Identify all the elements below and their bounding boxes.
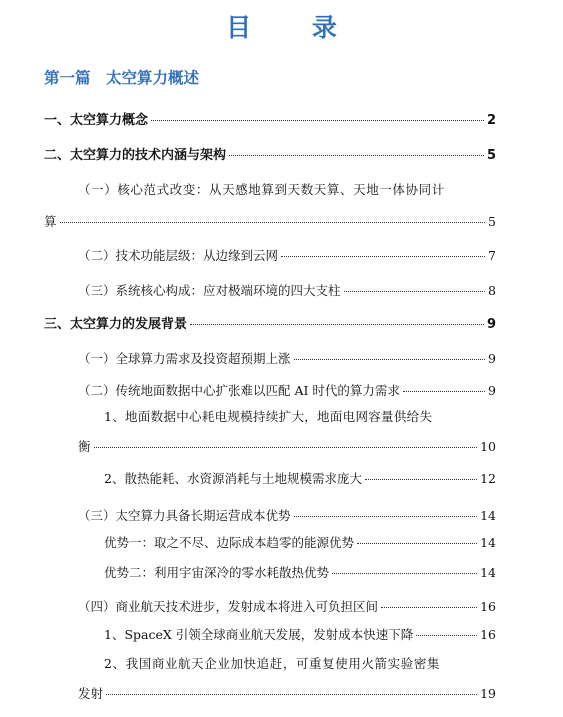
toc-entry[interactable] <box>44 146 496 166</box>
part-heading: 第一篇 太空算力概述 <box>44 69 200 87</box>
toc-entry[interactable] <box>78 597 496 617</box>
toc-entry-text: 二、太空算力的技术内涵与架构 <box>44 148 227 163</box>
toc-page-number: 9 <box>488 383 496 398</box>
toc-page-number: 12 <box>480 471 496 486</box>
dot-leader <box>106 694 477 695</box>
toc-entry-text: （二）技术功能层级：从边缘到云网 <box>78 248 279 263</box>
dot-leader <box>229 155 484 156</box>
toc-entry[interactable] <box>104 563 496 583</box>
toc-entry-text: （四）商业航天技术进步，发射成本将进入可负担区间 <box>78 599 379 614</box>
toc-entry-wrapped-line: 1、地面数据中心耗电规模持续扩大，地面电网容量供给失 <box>104 409 433 424</box>
toc-page-number: 5 <box>486 148 496 163</box>
toc-entry[interactable] <box>104 533 496 553</box>
toc-entry-text: 优势二：利用宇宙深冷的零水耗散热优势 <box>104 565 330 580</box>
dot-leader <box>151 120 484 121</box>
toc-page-number: 9 <box>486 317 496 332</box>
dot-leader <box>332 573 477 574</box>
toc-entry-wrapped-line: 2、我国商业航天企业加快追赶，可重复使用火箭实验密集 <box>104 656 441 671</box>
toc-entry-wrapped-line: （一）核心范式改变：从天感地算到天数天算、天地一体协同计 <box>78 182 445 197</box>
toc-entry-text: 算 <box>44 214 57 229</box>
dot-leader <box>357 543 477 544</box>
toc-page-number: 5 <box>488 214 496 229</box>
toc-page-number: 7 <box>488 248 496 263</box>
toc-entry-text: 发射 <box>78 686 104 701</box>
toc-entry-text: 1、SpaceX 引领全球商业航天发展，发射成本快速下降 <box>104 627 414 642</box>
toc-page-number: 14 <box>480 508 496 523</box>
toc-entry[interactable] <box>78 246 496 266</box>
toc-entry-text: 衡 <box>78 439 91 454</box>
toc-entry[interactable] <box>104 469 496 489</box>
toc-entry[interactable] <box>78 349 496 369</box>
dot-leader <box>94 447 478 448</box>
dot-leader <box>403 391 485 392</box>
dot-leader <box>416 635 477 636</box>
toc-title: 目 录 <box>226 13 363 42</box>
toc-entry-text: （一）全球算力需求及投资超预期上涨 <box>78 351 291 366</box>
toc-entry[interactable] <box>78 381 496 401</box>
toc-page-number: 14 <box>480 535 496 550</box>
toc-page-number: 16 <box>480 627 496 642</box>
toc-entry[interactable] <box>78 684 496 704</box>
toc-entry-text: （二）传统地面数据中心扩张难以匹配 AI 时代的算力需求 <box>78 383 400 398</box>
toc-entry-text: 2、散热能耗、水资源消耗与土地规模需求庞大 <box>104 471 362 486</box>
dot-leader <box>365 479 477 480</box>
toc-page-number: 2 <box>486 113 496 128</box>
toc-entry[interactable] <box>44 315 496 335</box>
toc-page-number: 10 <box>480 439 496 454</box>
dot-leader <box>60 222 486 223</box>
toc-page-number: 8 <box>488 283 496 298</box>
toc-entry[interactable] <box>78 506 496 526</box>
toc-entry[interactable] <box>78 281 496 301</box>
toc-entry-text: （三）太空算力具备长期运营成本优势 <box>78 508 291 523</box>
toc-page-number: 19 <box>480 686 496 701</box>
dot-leader <box>281 256 485 257</box>
toc-entry-text: （三）系统核心构成：应对极端环境的四大支柱 <box>78 283 341 298</box>
toc-entry-text: 一、太空算力概念 <box>44 113 149 128</box>
dot-leader <box>190 324 484 325</box>
dot-leader <box>381 607 477 608</box>
toc-page-number: 16 <box>480 599 496 614</box>
toc-entry[interactable] <box>78 437 496 457</box>
toc-entry-text: 优势一：取之不尽、边际成本趋零的能源优势 <box>104 535 355 550</box>
toc-page-number: 14 <box>480 565 496 580</box>
toc-entry[interactable] <box>44 111 496 131</box>
dot-leader <box>344 291 486 292</box>
toc-entry-text: 三、太空算力的发展背景 <box>44 317 188 332</box>
toc-entry[interactable] <box>104 625 496 645</box>
dot-leader <box>294 359 486 360</box>
dot-leader <box>294 516 478 517</box>
toc-entry[interactable] <box>44 212 496 232</box>
toc-page-number: 9 <box>488 351 496 366</box>
